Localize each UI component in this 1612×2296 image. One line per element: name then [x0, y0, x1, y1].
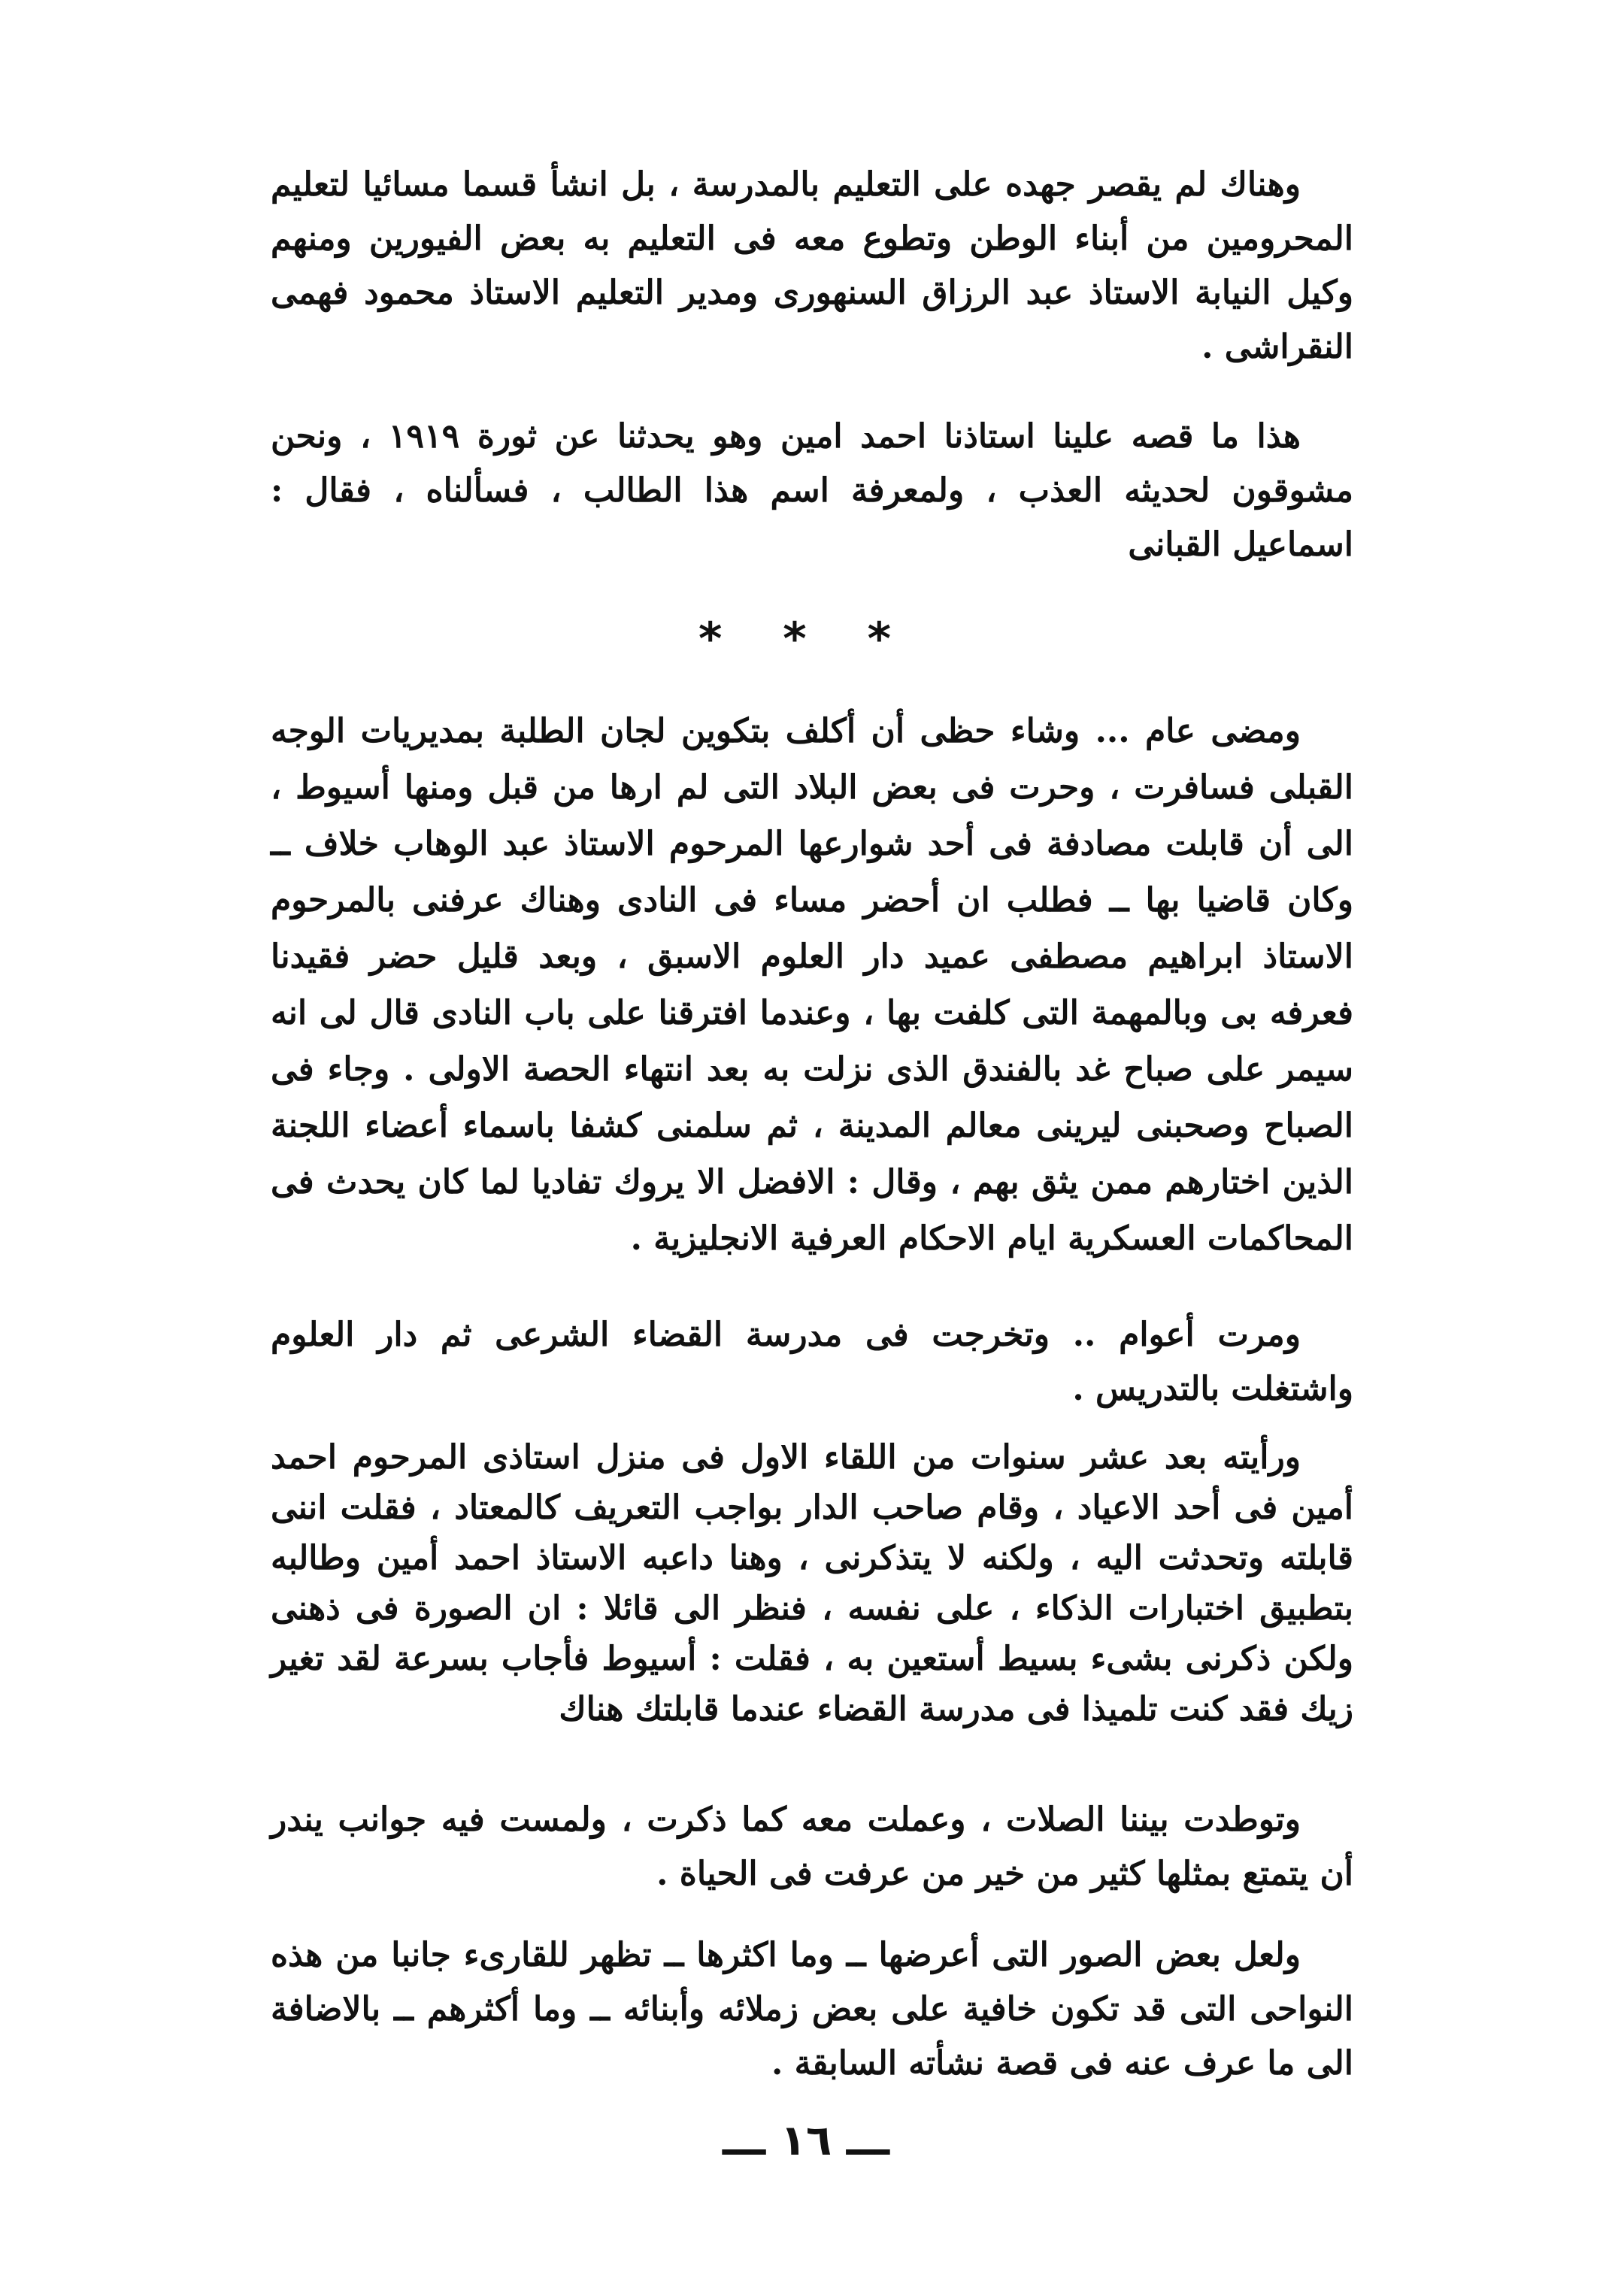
paragraph-assiut-meeting [271, 703, 1353, 1267]
paragraph-revolution-1919 [271, 410, 1353, 572]
paragraph-text: وتوطدت بيننا الصلات ، وعملت معه كما ذكرت ، ولمست فيه جوانب يندر أن يتمتع بمثلها كثير من خير من عرفت فى الحياة . [271, 1801, 1353, 1893]
section-separator: * * * [698, 613, 914, 665]
page-number: ـــ ١٦ ـــ [722, 2116, 890, 2165]
paragraph-text: ومرت أعوام .. وتخرجت فى مدرسة القضاء الشرعى ثم دار العلوم واشتغلت بالتدريس . [271, 1316, 1353, 1408]
paragraph-text: ومضى عام ... وشاء حظى أن أكلف بتكوين لجان الطلبة بمديريات الوجه القبلى فسافرت ، وحرت فى بعض البلاد التى لم ارها من قبل ومنها أسيوط ، الى أن قابلت مصادفة فى أحد شوارعها المرحوم الاستاذ عبد الوهاب خلاف ــ وكان قاضيا بها ــ فطلب ان أحضر مساء فى النادى وهناك عرفنى بالمرحوم الاستاذ ابراهيم مصطفى عميد دار العلوم الاسبق ، وبعد قليل حضر فقيدنا فعرفه بى وبالمهمة التى كلفت بها ، وعندما افترقنا على باب النادى قال لى انه سيمر على صباح غد بالفندق الذى نزلت به بعد انتهاء الحصة الاولى . وجاء فى الصباح وصحبنى ليرينى معالم المدينة ، ثم سلمنى كشفا باسماء أعضاء اللجنة الذين اختارهم ممن يثق بهم ، وقال : الافضل الا يروك تفاديا لما كان يحدث فى المحاكمات العسكرية ايام الاحكام العرفية الانجليزية . [271, 712, 1353, 1258]
paragraph-years-passed [271, 1308, 1353, 1416]
paragraph-text: ورأيته بعد عشر سنوات من اللقاء الاول فى منزل استاذى المرحوم احمد أمين فى أحد الاعياد ، وقام صاحب الدار بواجب التعريف كالمعتاد ، فقلت اننى قابلته وتحدثت اليه ، ولكنه لا يتذكرنى ، وهنا داعبه الاستاذ احمد أمين وطالبه بتطبيق اختبارات الذكاء ، على نفسه ، فنظر الى قائلا : ان الصورة فى ذهنى ولكن ذكرنى بشىء بسيط أستعين به ، فقلت : أسيوط فأجاب بسرعة لقد تغير زيك فقد كنت تلميذا فى مدرسة القضاء عندما قابلتك هناك [271, 1438, 1353, 1728]
paragraph-ties-strengthened [271, 1793, 1353, 1901]
paragraph-text: وهناك لم يقصر جهده على التعليم بالمدرسة ، بل انشأ قسما مسائيا لتعليم المحرومين من أبناء الوطن وتطوع معه فى التعليم به بعض الفيورين ومنهم وكيل النيابة الاستاذ عبد الرزاق السنهورى ومدير التعليم الاستاذ محمود فهمى النقراشى . [271, 165, 1353, 366]
paragraph-text: هذا ما قصه علينا استاذنا احمد امين وهو يحدثنا عن ثورة ١٩١٩ ، ونحن مشوقون لحديثه العذب ، ولمعرفة اسم هذا الطالب ، فسألناه ، فقال : اسماعيل القبانى [271, 417, 1353, 564]
paragraph-closing [271, 1928, 1353, 2091]
paragraph-second-meeting [271, 1432, 1353, 1734]
paragraph-evening-classes [271, 158, 1353, 374]
paragraph-text: ولعل بعض الصور التى أعرضها ــ وما اكثرها ــ تظهر للقارىء جانبا من هذه النواحى التى قد تكون خافية على بعض زملائه وأبنائه ــ وما أكثرهم ــ بالاضافة الى ما عرف عنه فى قصة نشأته السابقة . [271, 1936, 1353, 2082]
